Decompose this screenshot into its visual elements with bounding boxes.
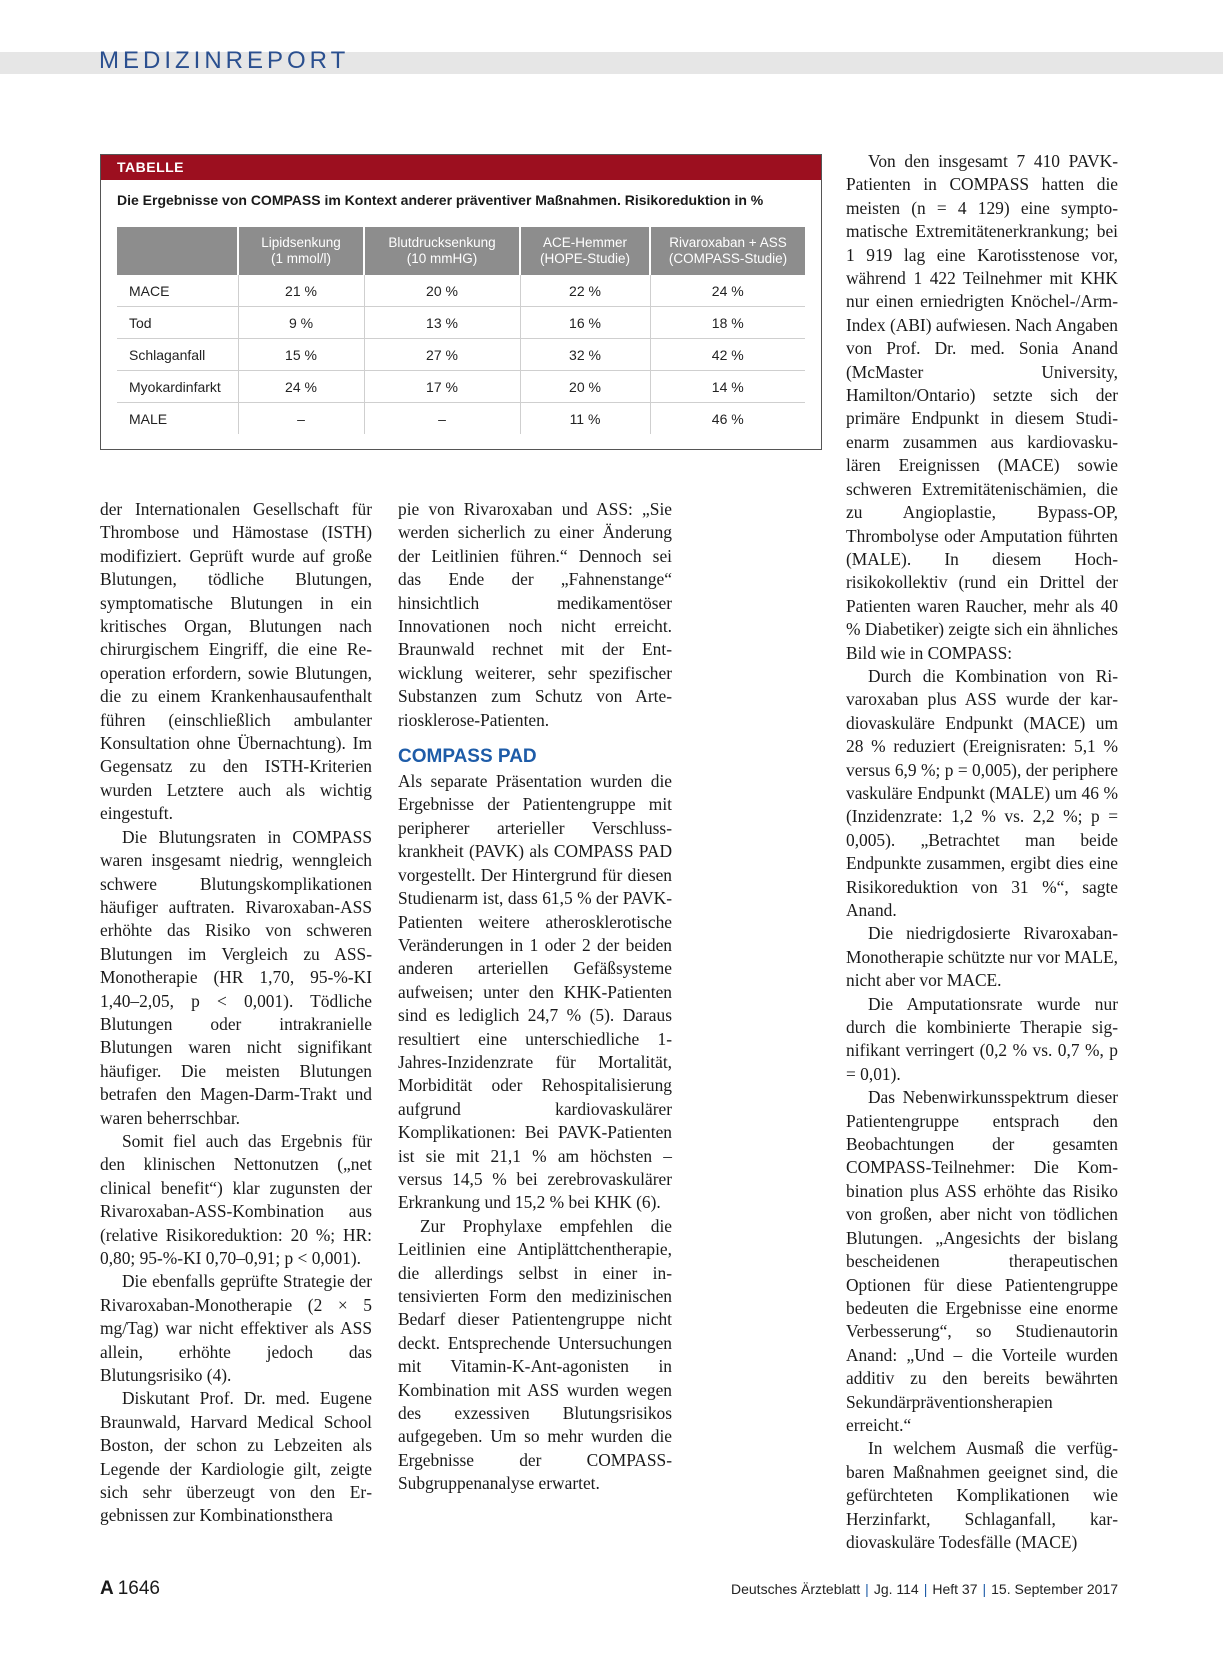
journal-volume: Jg. 114: [873, 1581, 919, 1597]
paragraph: Das Nebenwirkunsspektrum dieser Patientengruppe entsprach den Beobachtungen der gesamten COMPASS-Teilnehmer: Die Kombination plus ASS erhöhte das Risiko von großen, aber nicht von tödlichen Blutungen. „Angesichts der bislang bescheidenen therapeutischen Optionen für diese Patientengruppe bedeuten die Ergebnisse eine enorme Verbesserung“, so Studienautorin Anand: „Und – die Vorteile wurden additiv zu den bereits bewährten Sekundärpräventionsherapien erreicht.“: [846, 1087, 1118, 1435]
table-cell: 18 %: [650, 307, 805, 339]
journal-info: [731, 1581, 1118, 1597]
table-cell: Tod: [117, 307, 238, 339]
separator: |: [865, 1581, 869, 1597]
table-cell: –: [238, 403, 364, 435]
paragraph: Die ebenfalls geprüfte Strategie der Rivaroxaban-Monotherapie (2 × 5 mg/Tag) war nicht effektiver als ASS allein, erhöhte jedoch das Blutungsrisiko (4).: [100, 1271, 372, 1386]
table-cell: 20 %: [520, 371, 650, 403]
article-column-2: [398, 498, 672, 1496]
subheading: COMPASS PAD: [398, 746, 537, 768]
paragraph: Die Blutungsraten in COMPASS waren insgesamt niedrig, wenngleich schwere Blutungskomplikationen häufiger auftraten. Rivaroxaban-ASS erhöhte das Risiko von schweren Blutungen im Vergleich zu ASS-Monotherapie (HR 1,70, 95-%-KI 1,40–2,05, p < 0,001). Tödliche Blutungen oder intrakranielle Blutungen waren nicht signifikant häufiger. Die meisten Blutungen betrafen den Magen-Darm-Trakt und waren beherrschbar.: [100, 826, 372, 1128]
page-number: [100, 1578, 160, 1600]
table-cell: 42 %: [650, 339, 805, 371]
table-row: [117, 307, 805, 339]
paragraph: Zur Prophylaxe empfehlen die Leitlinien eine Antiplättchentherapie, die allerdings selbst in einer intensivierten Form den medizinischen Bedarf dieser Patientengruppe nicht deckt. Entsprechende Untersuchungen mit Vitamin-K-Ant-agonisten in Kombination mit ASS wurden wegen des exzessiven Blutungsrisikos aufgegeben. Um so mehr wurden die Ergebnisse der COMPASS-Subgruppenanalyse erwartet.: [398, 1215, 672, 1494]
paragraph: pie von Rivaroxaban und ASS: „Sie werden sicherlich zu einer Änderung der Leitlinien führen.“ Dennoch sei das Ende der „Fahnenstange“ hinsichtlich medikamentöser Innovationen noch nicht erreicht. Braunwald rechnet mit der Entwicklung weiterer, sehr spezifischer Substanzen zum Schutz von Arteriosklerose-Patienten.: [398, 499, 672, 730]
table-cell: 24 %: [650, 275, 805, 307]
separator: |: [982, 1581, 987, 1597]
journal-name: Deutsches Ärzteblatt: [731, 1581, 861, 1597]
paragraph: Von den insgesamt 7 410 PAVK-Patienten in COMPASS hatten die meisten (n = 4 129) eine symptomatische Extremitätenerkrankung; bei 1 919 lag eine Karotisstenose vor, während 1 422 Teilnehmer mit KHK nur einen erniedrigten Knöchel-/Arm-Index (ABI) aufwiesen. Nach Angaben von Prof. Dr. med. Sonia Anand (McMaster University, Hamilton/Ontario) setzte sich der primäre Endpunkt in diesem Studienarm zusammen aus kardiovaskulären Ereignissen (MACE) sowie schweren Extremitätenischämien, die zu Angioplastie, Bypass-OP, Thrombolyse oder Amputation führten (MALE). In diesem Hochrisikokollektiv (rund ein Drittel der Patienten waren Raucher, mehr als 40 % Diabetiker) zeigte sich ein ähnliches Bild wie in COMPASS:: [846, 151, 1118, 663]
table-header-cell: ACE-Hemmer (HOPE-Studie): [520, 227, 650, 275]
table-row: [117, 339, 805, 371]
paragraph: Diskutant Prof. Dr. med. Eugene Braunwald, Harvard Medical School Boston, der schon zu Lebzeiten als Legende der Kardiologie gilt, zeigte sich sehr überzeugt von den Ergebnissen zur Kombinationsthera: [100, 1388, 372, 1526]
table-cell: Myokardinfarkt: [117, 371, 238, 403]
page-number-value: 1646: [117, 1578, 161, 1599]
table-cell: 46 %: [650, 403, 805, 435]
table-cell: 21 %: [238, 275, 364, 307]
paragraph: In welchem Ausmaß die verfügbaren Maßnahmen geeignet sind, die gefürchteten Komplikationen wie Herzinfarkt, Schlaganfall, kardiovaskuläre Todesfälle (MACE): [846, 1438, 1118, 1552]
table-cell: 16 %: [520, 307, 650, 339]
table-cell: –: [364, 403, 520, 435]
table-caption: Die Ergebnisse von COMPASS im Kontext anderer präventiver Maßnahmen. Risikoreduktion in %: [117, 192, 764, 208]
table-cell: 15 %: [238, 339, 364, 371]
article-column-3: [846, 150, 1118, 1554]
results-table: [117, 227, 805, 434]
page-prefix: A: [100, 1578, 114, 1599]
table-cell: 13 %: [364, 307, 520, 339]
paragraph: Durch die Kombination von Rivaroxaban plus ASS wurde der kardiovaskuläre Endpunkt (MACE) um 28 % reduziert (Ereignisraten: 5,1 % versus 6,9 %; p = 0,005), der periphere vaskuläre Endpunkt (MALE) um 46 % (Inzidenzrate: 1,2 % vs. 2,2 %; p = 0,005). „Betrachtet man beide Endpunkte zusammen, ergibt dies eine Risikoreduktion von 31 %“, sagte Anand.: [846, 665, 1118, 920]
table-label: TABELLE: [101, 155, 821, 180]
table-header-cell: Rivaroxaban + ASS (COMPASS-Studie): [650, 227, 805, 275]
table-cell: 20 %: [364, 275, 520, 307]
table-header-cell: [117, 227, 238, 275]
table-cell: Schlaganfall: [117, 339, 238, 371]
table-cell: 17 %: [364, 371, 520, 403]
paragraph: Somit fiel auch das Ergebnis für den klinischen Nettonutzen („net clinical benefit“) klar zugunsten der Rivaroxaban-ASS-Kombination aus (relative Risikoreduktion: 20 %; HR: 0,80; 95-%-KI 0,70–0,91; p < 0,001).: [100, 1130, 372, 1268]
table-row: [117, 403, 805, 435]
table-cell: 22 %: [520, 275, 650, 307]
table-cell: 27 %: [364, 339, 520, 371]
paragraph: der Internationalen Gesellschaft für Thrombose und Hämostase (ISTH) modifiziert. Geprüft wurde auf große Blutungen, tödliche Blutungen, symptomatische Blutungen in ein kritisches Organ, Blutungen nach chirurgischem Eingriff, die eine Reoperation erfordern, sowie Blutungen, die zu einem Krankenhausaufenthalt führen (einschließlich ambulanter Konsultation ohne Übernachtung). Im Gegensatz zu den ISTH-Kriterien wurden Letztere auch als wichtig eingestuft.: [100, 499, 372, 824]
article-column-1: [100, 498, 372, 1528]
table-row: [117, 371, 805, 403]
results-table-box: [100, 154, 822, 450]
table-header-cell: Lipidsenkung (1 mmol/l): [238, 227, 364, 275]
table-cell: 11 %: [520, 403, 650, 435]
table-cell: MACE: [117, 275, 238, 307]
table-cell: 32 %: [520, 339, 650, 371]
journal-issue: Heft 37: [932, 1581, 978, 1597]
paragraph: Die niedrigdosierte Rivaroxaban-Monotherapie schützte nur vor MALE, nicht aber vor MACE.: [846, 923, 1118, 991]
table-cell: 24 %: [238, 371, 364, 403]
paragraph: Als separate Präsentation wurden die Ergebnisse der Patientengruppe mit peripherer arterieller Verschlusskrankheit (PAVK) als COMPASS PAD vorgestellt. Der Hintergrund für diesen Studienarm ist, dass 61,5 % der PAVK-Patienten weitere atherosklerotische Veränderungen in 1 oder 2 der beiden anderen arteriellen Gefäßsysteme aufweisen; unter den KHK-Patienten sind es lediglich 24,7 % (5). Daraus resultiert eine unterschiedliche 1-Jahres-Inzidenzrate für Mortalität, Morbidität oder Rehospitalisierung aufgrund kardiovaskulärer Komplikationen: Bei PAVK-Patienten ist sie mit 21,1 % am höchsten – versus 14,5 % bei zerebrovaskulärer Erkrankung und 15,2 % bei KHK (6).: [398, 771, 672, 1213]
table-cell: 14 %: [650, 371, 805, 403]
table-cell: MALE: [129, 410, 168, 427]
table-row: [117, 275, 805, 307]
table-cell: 9 %: [238, 307, 364, 339]
journal-date: 15. September 2017: [991, 1581, 1118, 1597]
separator: |: [923, 1581, 928, 1597]
section-label: MEDIZINREPORT: [99, 47, 350, 74]
paragraph: Die Amputationsrate wurde nur durch die kombinierte Therapie signifikant verringert (0,2 % vs. 0,7 %, p = 0,01).: [846, 993, 1118, 1084]
table-header-cell: Blutdrucksenkung (10 mmHG): [364, 227, 520, 275]
table-header-row: [117, 227, 805, 275]
